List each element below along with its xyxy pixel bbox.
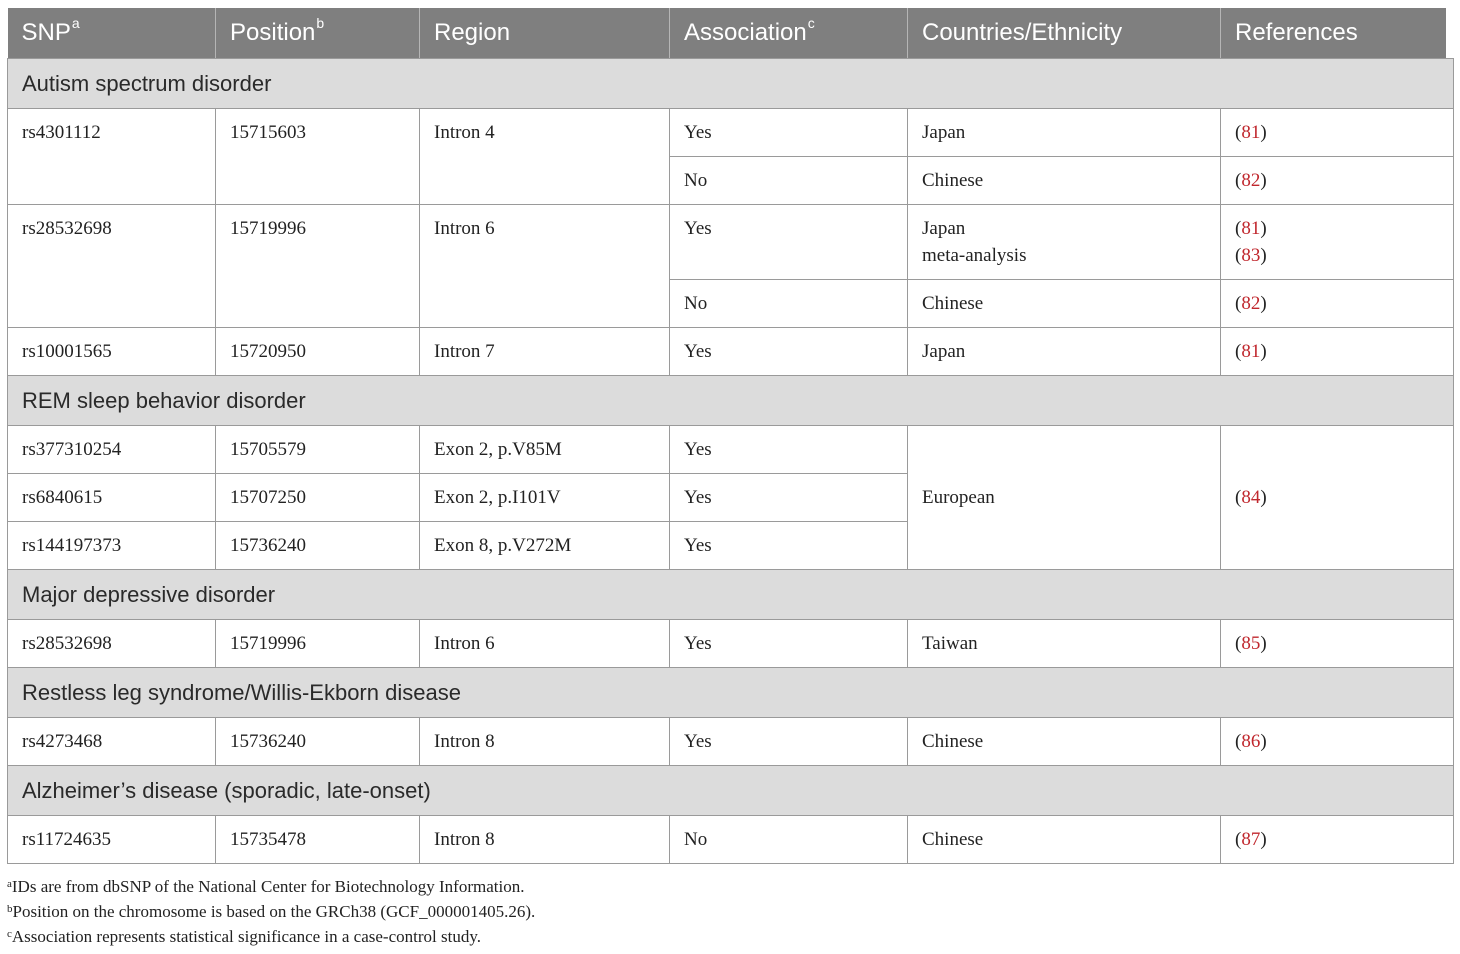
association-cell: Yes [670,718,908,766]
association-cell: Yes [670,474,908,522]
reference-link[interactable]: 83 [1241,245,1261,266]
association-cell: Yes [670,328,908,376]
position-cell: 15707250 [216,474,420,522]
snp-association-table [7,8,1454,864]
header-position: Position$^b$ [216,8,420,59]
region-cell: Intron 7 [420,328,670,376]
association-cell: Yes [670,522,908,570]
country-cell: Taiwan [908,620,1221,668]
header-snp: SNP$^a$ [8,8,216,59]
position-cell: 15705579 [216,426,420,474]
header-countries: Countries/Ethnicity [908,8,1221,59]
group-row-alzheimers [8,766,1454,816]
country-cell: Japan meta-analysis [908,205,1221,280]
table-row [8,109,1454,157]
group-row-restless-leg [8,668,1454,718]
reference-cell: (86) [1221,718,1454,766]
group-label: REM sleep behavior disorder [8,376,1454,426]
reference-link[interactable]: 81 [1241,341,1261,362]
reference-cell: (84) [1221,426,1454,570]
association-cell: No [670,157,908,205]
position-cell: 15715603 [216,109,420,205]
table-row [8,718,1454,766]
group-label: Restless leg syndrome/Willis-Ekborn disease [8,668,1454,718]
position-cell: 15719996 [216,205,420,328]
group-row-autism [8,59,1454,109]
table-row [8,620,1454,668]
header-references: References [1221,8,1454,59]
country-cell: European [908,426,1221,570]
country-cell: Japan [908,109,1221,157]
footnote-b: $^b$Position on the chromosome is based on the GRCh38 (GCF_000001405.26). [7,902,536,921]
snp-cell: rs10001565 [8,328,216,376]
header-association: Association$^c$ [670,8,908,59]
reference-cell: (82) [1221,157,1454,205]
association-cell: No [670,816,908,864]
region-cell: Intron 8 [420,816,670,864]
reference-cell: (81) [1221,109,1454,157]
group-row-rem-sleep [8,376,1454,426]
group-label: Alzheimer’s disease (sporadic, late-onset) [8,766,1454,816]
reference-cell: (82) [1221,280,1454,328]
reference-cell: (85) [1221,620,1454,668]
reference-link[interactable]: 82 [1241,170,1261,191]
region-cell: Intron 8 [420,718,670,766]
reference-link[interactable]: 82 [1241,293,1261,314]
table-row [8,816,1454,864]
reference-link[interactable]: 81 [1241,122,1261,143]
snp-cell: rs377310254 [8,426,216,474]
association-cell: Yes [670,109,908,157]
table-footnotes [7,874,535,949]
table-row [8,205,1454,280]
reference-cell: (81) [1221,328,1454,376]
snp-cell: rs28532698 [8,205,216,328]
region-cell: Intron 6 [420,620,670,668]
group-label: Major depressive disorder [8,570,1454,620]
association-cell: Yes [670,426,908,474]
snp-cell: rs11724635 [8,816,216,864]
position-cell: 15735478 [216,816,420,864]
reference-cell: (87) [1221,816,1454,864]
snp-cell: rs28532698 [8,620,216,668]
reference-link[interactable]: 84 [1241,487,1261,508]
reference-link[interactable]: 85 [1241,633,1261,654]
position-cell: 15736240 [216,718,420,766]
region-cell: Intron 6 [420,205,670,328]
reference-link[interactable]: 87 [1241,829,1261,850]
country-cell: Chinese [908,157,1221,205]
country-cell: Japan [908,328,1221,376]
footnote-c: $^c$Association represents statistical significance in a case-control study. [7,927,481,946]
header-row [8,8,1454,59]
snp-association-table-container [7,8,1453,864]
position-cell: 15736240 [216,522,420,570]
footnote-a: $^a$IDs are from dbSNP of the National Center for Biotechnology Information. [7,877,525,896]
snp-cell: rs4273468 [8,718,216,766]
snp-cell: rs4301112 [8,109,216,205]
region-cell: Exon 8, p.V272M [420,522,670,570]
association-cell: Yes [670,205,908,280]
position-cell: 15720950 [216,328,420,376]
table-row [8,328,1454,376]
region-cell: Exon 2, p.I101V [420,474,670,522]
reference-link[interactable]: 81 [1241,218,1261,239]
snp-cell: rs6840615 [8,474,216,522]
group-row-depression [8,570,1454,620]
country-cell: Chinese [908,280,1221,328]
country-cell: Chinese [908,816,1221,864]
table-row [8,426,1454,474]
position-cell: 15719996 [216,620,420,668]
group-label: Autism spectrum disorder [8,59,1454,109]
association-cell: No [670,280,908,328]
header-region: Region [420,8,670,59]
reference-cell: (81) (83) [1221,205,1454,280]
country-cell: Chinese [908,718,1221,766]
region-cell: Exon 2, p.V85M [420,426,670,474]
reference-link[interactable]: 86 [1241,731,1261,752]
region-cell: Intron 4 [420,109,670,205]
snp-cell: rs144197373 [8,522,216,570]
association-cell: Yes [670,620,908,668]
